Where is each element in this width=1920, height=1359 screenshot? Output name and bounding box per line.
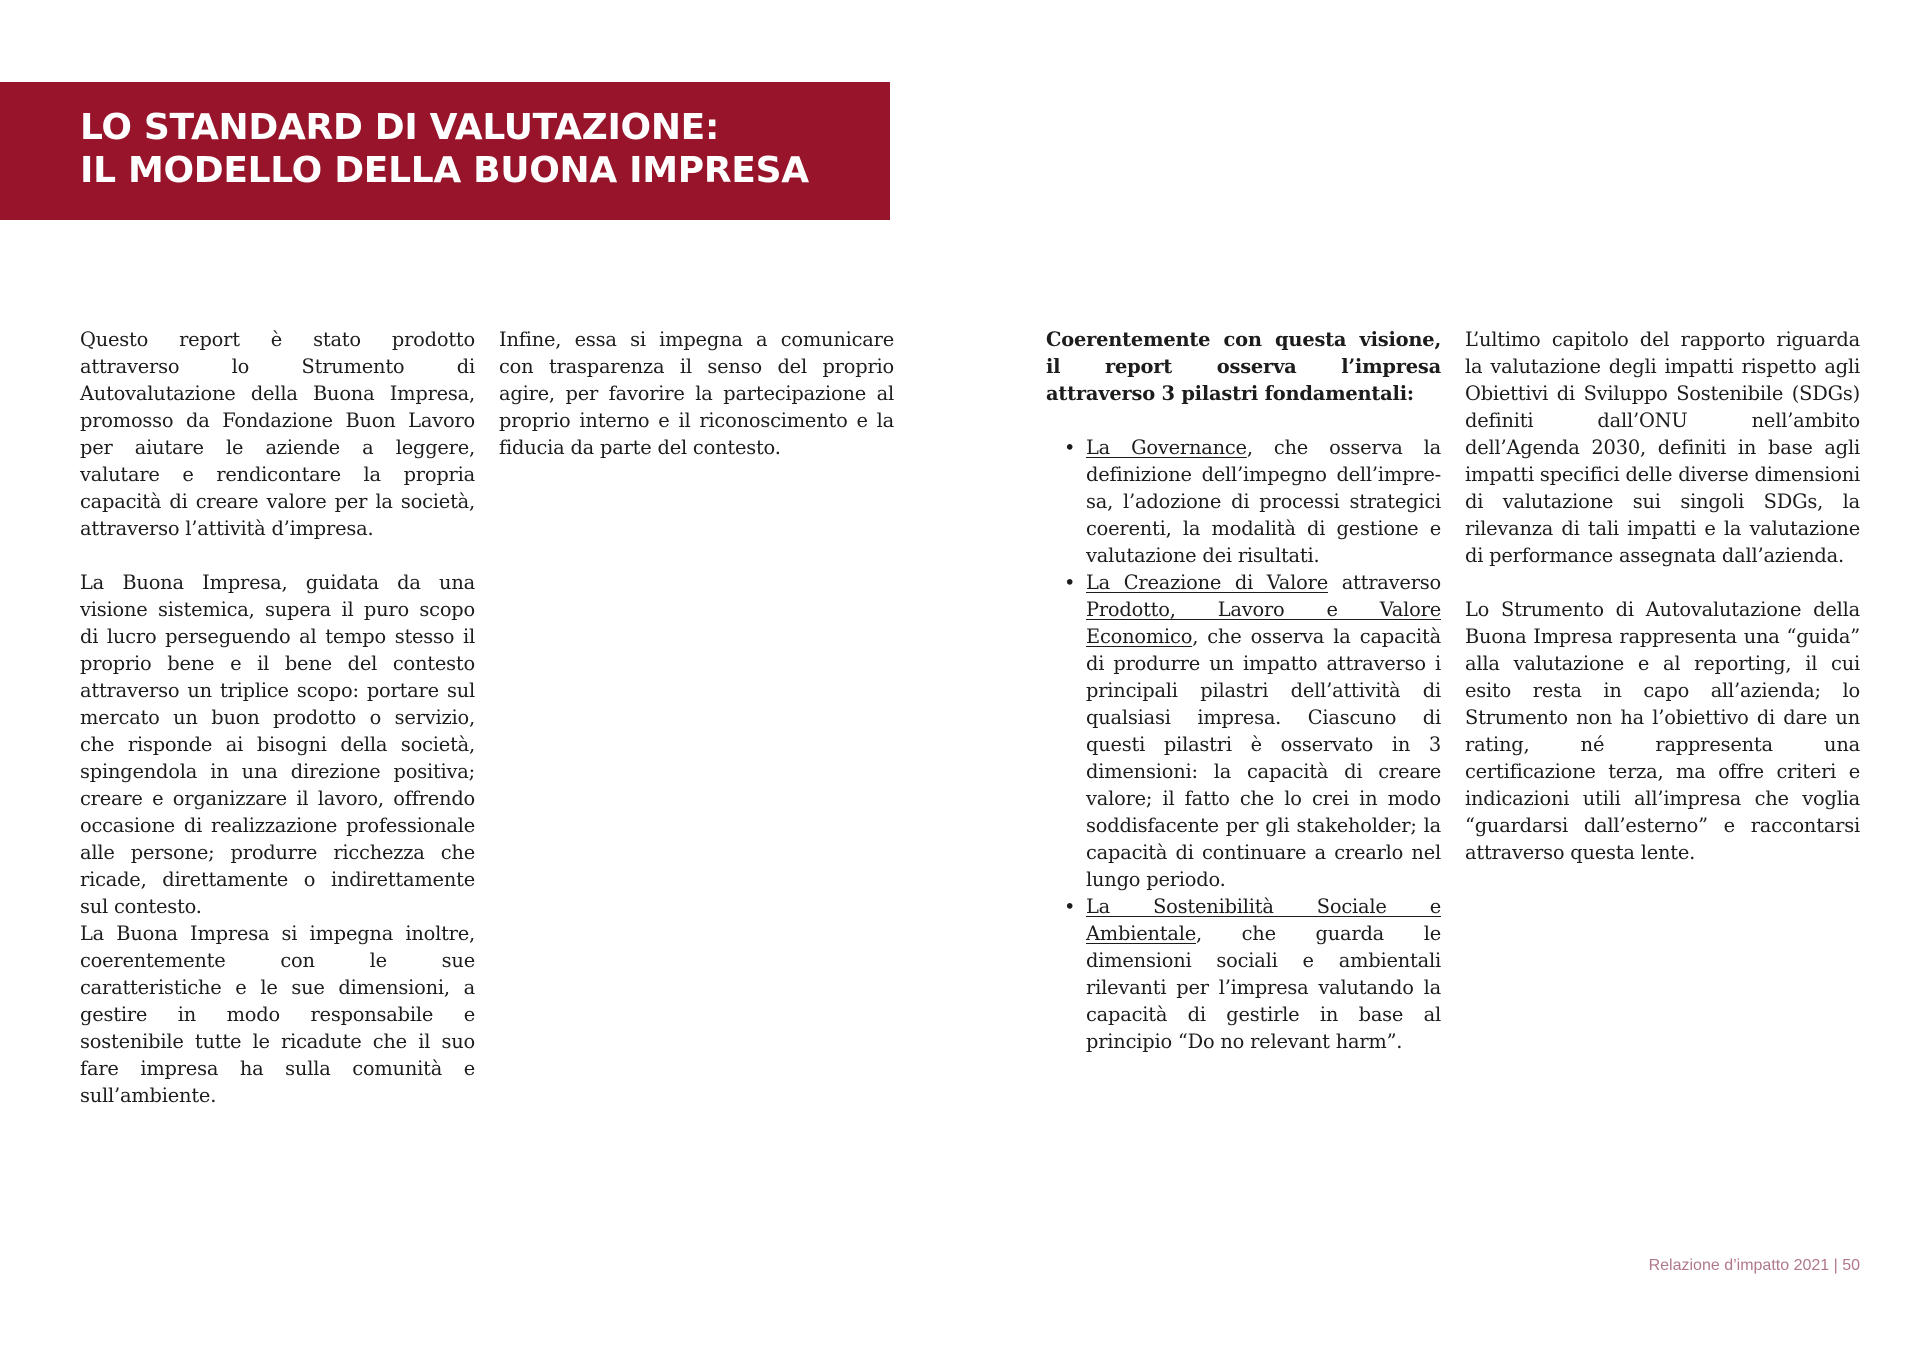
- pillar-title-creazione-valore: La Creazione di Valore: [1086, 571, 1328, 594]
- paragraph-strumento: Lo Strumento di Autovalutazione della Buona Impresa rappresenta una “guida” alla valutazione e al reporting, il cui esito resta in capo all’azienda; lo Strumento non ha l’obiettivo di dare un rating, né rappresenta una certificazione terza, ma offre criteri e indicazioni utili all’impresa che voglia “guardarsi dall’esterno” e raccontarsi attraverso questa lente.: [1465, 598, 1860, 864]
- paragraph-sdgs: L’ultimo capitolo del rapporto riguarda la valutazione degli impatti rispetto agli Obiettivi di Sviluppo Sostenibile (SDGs) definiti dall’ONU nell’ambito dell’Agenda 2030, definiti in base agli impatti specifici delle diverse dimensioni di valutazione sui singoli SDGs, la rilevanza di tali impatti e la valutazione di performance assegnata dall’azienda.: [1465, 328, 1860, 567]
- bullet-icon: •: [1064, 895, 1076, 918]
- bullet-icon: •: [1064, 571, 1076, 594]
- pillars-lead: Coerentemente con questa visione, il report osserva l’impresa attraverso 3 pilastri fondamentali:: [1046, 328, 1441, 405]
- paragraph-report-intro: Questo report è stato prodotto attraverso lo Strumento di Autovalutazione della Buona Impresa, promosso da Fondazione Buon Lavoro per aiutare le aziende a leggere, valutare e rendicontare la propria capacità di creare valore per la società, attraverso l’attività d’impresa.: [80, 328, 475, 540]
- pillar-item-creazione-valore: [1064, 569, 1441, 893]
- pillar-title-sostenibilita: La Sostenibilità Sociale e Ambientale: [1086, 895, 1441, 945]
- pillar-text-creazione-valore-detail: , che osserva la capacità di produrre un impatto attraverso i principali pilastri dell’attività di qualsiasi impresa. Ciascuno di questi pilastri è osservato in 3 dimensioni: la capacità di creare valore; il fatto che lo crei in modo soddisfacente per gli stakeholder; la capacità di continuare a crearlo nel lungo periodo.: [1086, 625, 1441, 891]
- text-column-1: [80, 326, 475, 1109]
- page-title: [80, 106, 809, 192]
- title-banner: [0, 82, 890, 220]
- page-footer: Relazione d’impatto 2021 | 50: [1648, 1257, 1860, 1274]
- text-column-2: [499, 326, 894, 461]
- page-title-line-2: IL MODELLO DELLA BUONA IMPRESA: [80, 150, 809, 191]
- pillar-item-sostenibilita: [1064, 893, 1441, 1055]
- text-column-4: [1465, 326, 1860, 866]
- paragraph-buona-impresa: La Buona Impresa, guidata da una visione sistemica, supera il puro scopo di lucro perseguendo al tempo stesso il proprio bene e il bene del contesto attraverso un triplice scopo: portare sul mercato un buon prodotto o servizio, che risponde ai bisogni della società, spingendola in una direzione positiva; creare e organizzare il lavoro, offrendo occasione di realizzazione professionale alle persone; produrre ricchezza che ricade, direttamente o indirettamente sul contesto.: [80, 571, 475, 918]
- pillars-list: [1046, 434, 1441, 1055]
- text-column-3: [1046, 326, 1441, 1055]
- pillar-text-creazione-valore: attraverso: [1327, 571, 1441, 594]
- page-title-line-1: LO STANDARD DI VALUTAZIONE:: [80, 107, 720, 148]
- pillar-text-governance: , che osserva la definizione dell’impegno dell’impre-sa, l’adozione di processi strategici coerenti, la modalità di gestione e valutazione dei risultati.: [1086, 436, 1441, 567]
- bullet-icon: •: [1064, 436, 1076, 459]
- pillar-item-governance: [1064, 434, 1441, 569]
- pillar-text-sostenibilita: , che guarda le dimensioni sociali e ambientali rilevanti per l’impresa valutando la capacità di gestirle in base al principio “Do no relevant harm”.: [1086, 922, 1441, 1053]
- pillar-title-governance: La Governance: [1086, 436, 1247, 459]
- paragraph-impegno: La Buona Impresa si impegna inoltre, coerentemente con le sue caratteristiche e le sue dimensioni, a gestire in modo responsabile e sostenibile tutte le ricadute che il suo fare impresa ha sulla comunità e sull’ambiente.: [80, 922, 475, 1107]
- pillar-subtitle-prodotto-lavoro: Prodotto, Lavoro e Valore Economico: [1086, 598, 1441, 648]
- paragraph-comunicare: Infine, essa si impegna a comunicare con trasparenza il senso del proprio agire, per favorire la partecipazione al proprio interno e il riconoscimento e la fiducia da parte del contesto.: [499, 328, 894, 459]
